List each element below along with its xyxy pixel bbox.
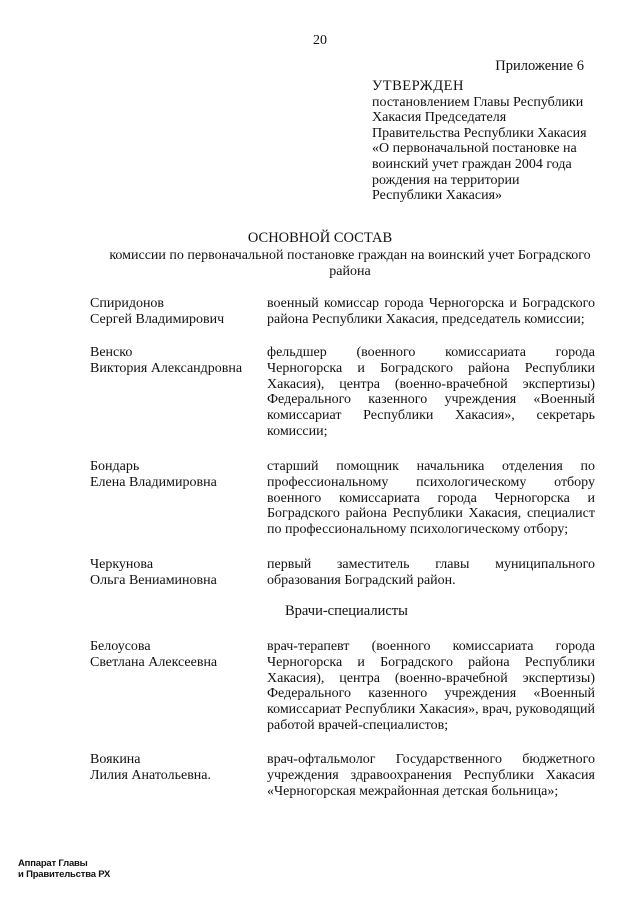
member-given-names: Елена Владимировна xyxy=(90,474,217,490)
member-entry xyxy=(90,345,595,440)
approval-line: рождения на территории xyxy=(372,172,520,188)
member-name xyxy=(90,639,267,734)
member-surname: Белоусова xyxy=(90,639,151,654)
approval-block xyxy=(372,79,602,204)
member-name xyxy=(90,557,267,589)
member-given-names: Ольга Вениаминовна xyxy=(90,572,217,588)
member-position: врач-офтальмолог Государственного бюджетного учреждения здравоохранения Республики Хакасия «Черногорская межрайонная детская больница»; xyxy=(267,752,595,799)
appendix-label: Приложение 6 xyxy=(495,58,584,74)
doctor-entry xyxy=(90,639,595,734)
member-name xyxy=(90,345,267,440)
footer-line: Аппарат Главы xyxy=(18,858,88,869)
approval-line: постановлением Главы Республики xyxy=(372,94,584,110)
member-entry xyxy=(90,296,595,328)
member-position: фельдшер (военного комиссариата города Черногорска и Боградского района Республики Хакасия), центра (военно-врачебной экспертизы) Федерального казенного учреждения «Военный комиссариат Республики Хакасия», секретарь комиссии; xyxy=(267,345,595,439)
doctor-entry xyxy=(90,752,595,799)
document-subheading: комиссии по первоначальной постановке граждан на воинский учет Боградского района xyxy=(109,248,591,279)
approval-title: УТВЕРЖДЕН xyxy=(372,78,464,94)
member-given-names: Светлана Алексеевна xyxy=(90,654,218,670)
approval-line: «О первоначальной постановке на xyxy=(372,141,577,157)
member-given-names: Лилия Анатольевна. xyxy=(90,767,212,783)
member-surname: Воякина xyxy=(90,752,141,767)
member-name xyxy=(90,296,267,328)
member-position: врач-терапевт (военного комиссариата города Черногорска и Боградского района Республики Хакасия), центра (военно-врачебной экспертизы) Федерального казенного учреждения «Военный комиссариат Республики Хакасия», врач, руководящий работой врачей-специалистов; xyxy=(267,639,595,733)
member-surname: Венско xyxy=(90,345,133,360)
member-given-names: Виктория Александровна xyxy=(90,360,243,376)
page-number: 20 xyxy=(313,33,327,48)
approval-line: Республики Хакасия» xyxy=(372,188,503,204)
member-given-names: Сергей Владимирович xyxy=(90,311,225,327)
member-name xyxy=(90,752,267,799)
approval-line: Хакасия Председателя xyxy=(372,110,507,126)
member-surname: Спиридонов xyxy=(90,296,165,311)
member-position: военный комиссар города Черногорска и Боградского района Республики Хакасия, председатель комиссии; xyxy=(267,296,595,327)
section-title: Врачи-специалисты xyxy=(285,603,408,619)
footer-stamp xyxy=(18,858,110,880)
member-position: старший помощник начальника отделения по профессиональному психологическому отбору военного комиссариата города Черногорска и Боградского района Республики Хакасия, специалист по профессиональному психологическому отбору; xyxy=(267,459,595,538)
member-position: первый заместитель главы муниципального образования Боградский район. xyxy=(267,557,595,588)
approval-line: Правительства Республики Хакасия xyxy=(372,125,587,141)
member-surname: Бондарь xyxy=(90,459,140,474)
footer-line: и Правительства РХ xyxy=(18,869,111,880)
member-entry xyxy=(90,557,595,589)
member-entry xyxy=(90,459,595,538)
member-name xyxy=(90,459,267,538)
approval-line: воинский учет граждан 2004 года xyxy=(372,156,572,172)
document-heading: ОСНОВНОЙ СОСТАВ xyxy=(247,230,393,246)
member-surname: Черкунова xyxy=(90,557,154,572)
